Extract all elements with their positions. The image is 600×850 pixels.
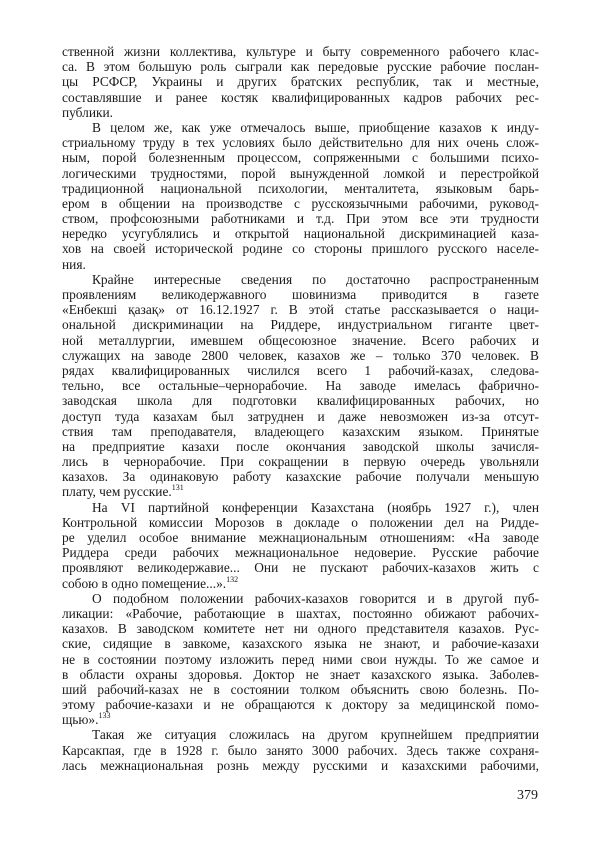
line-text: проявляют великодержавие... Они не пускают рабочих-казахов жить с — [62, 560, 539, 576]
line-text: На VI партийной конференции Казахстана (ноябрь 1927 г.), член — [92, 499, 539, 515]
line-text: Риддера среди рабочих межнациональное недоверие. Русские рабочие — [62, 545, 539, 561]
line-text: Контрольной комиссии Морозов в докладе о положении дел на Ридде- — [62, 514, 539, 530]
paragraph — [62, 500, 539, 591]
text-line — [62, 500, 539, 515]
text-line — [62, 59, 539, 74]
text-line — [62, 181, 539, 196]
line-text: лись в чернорабочие. При сокращении в первую очередь увольняли — [62, 454, 539, 470]
line-text: лась межнациональная рознь между русскими и казахскими рабочими, — [62, 757, 539, 773]
text-line — [62, 697, 539, 712]
page-number: 379 — [517, 788, 538, 803]
line-text: публики. — [62, 104, 114, 120]
text-line — [62, 378, 539, 393]
text-line — [62, 439, 539, 454]
line-text: ональной дискриминации на Риддере, индустриальном гиганте цвет- — [62, 317, 539, 333]
text-line — [62, 333, 539, 348]
line-text: са. В этом большую роль сыграли как передовые русские рабочие послан- — [62, 59, 539, 75]
text-line — [62, 636, 539, 651]
text-line — [62, 74, 539, 89]
line-text: хов на своей исторической родине со стороны пришлого русского населе- — [62, 241, 539, 257]
text-line — [62, 166, 539, 181]
text-line — [62, 302, 539, 317]
text-line — [62, 272, 539, 287]
line-text: рядах квалифицированных числился всего 1 рабочий-казах, следова- — [62, 362, 539, 378]
line-text: плату, чем русские. — [62, 484, 172, 500]
text-line — [62, 257, 539, 272]
text-line — [62, 196, 539, 211]
line-text: казахов. В заводском комитете нет ни одного представителя казахов. Рус- — [62, 621, 539, 637]
text-line — [62, 241, 539, 256]
line-text: казахов. За одинаковую работу казахские рабочие получали меньшую — [62, 469, 539, 485]
text-line — [62, 758, 539, 773]
line-text: ной металлургии, имевшем общесоюзное значение. Всего рабочих и — [62, 332, 539, 348]
text-line — [62, 363, 539, 378]
footnote-marker: 133 — [98, 711, 111, 721]
text-line — [62, 743, 539, 758]
text-line — [62, 591, 539, 606]
line-text: «Енбекші қазақ» от 16.12.1927 г. В этой статье рассказывается о наци- — [62, 302, 539, 318]
line-text: этому рабочие-казахи и не обращаются к доктору за медицинской помо- — [62, 697, 539, 713]
text-line — [62, 621, 539, 636]
line-text: не в состоянии поэтому изложить перед ними свои нужды. То же самое и — [62, 651, 539, 667]
line-text: ером в общении на производстве с русскоязычными рабочими, руковод- — [62, 195, 539, 211]
text-line — [62, 393, 539, 408]
footnote-marker: 132 — [226, 574, 239, 584]
text-line — [62, 469, 539, 484]
text-line — [62, 226, 539, 241]
text-line — [62, 606, 539, 621]
line-text: заводская школа для подготовки квалифицированных рабочих, но — [62, 393, 539, 409]
line-text: собою в одно помещение...». — [62, 575, 227, 591]
footnote-marker: 131 — [171, 483, 184, 493]
text-line — [62, 105, 539, 120]
line-text: щью». — [62, 712, 99, 728]
line-text: служащих на заводе 2800 человек, казахов же – только 370 человек. В — [62, 347, 539, 363]
line-text: В целом же, как уже отмечалось выше, приобщение казахов к инду- — [92, 119, 539, 135]
paragraph — [62, 120, 539, 272]
text-line — [62, 576, 539, 591]
text-line — [62, 150, 539, 165]
paragraph — [62, 272, 539, 500]
line-text: доступ туда казахам был затруднен и даже невозможен из-за отсут- — [62, 408, 539, 424]
line-text: в области охраны здоровья. Доктор не знает казахского языка. Заболев- — [62, 666, 539, 682]
line-text: Такая же ситуация сложилась на другом крупнейшем предприятии — [92, 727, 539, 743]
text-line — [62, 120, 539, 135]
text-line — [62, 44, 539, 59]
text-line — [62, 211, 539, 226]
line-text: проявлениям великодержавного шовинизма приводится в газете — [62, 287, 539, 302]
paragraph — [62, 727, 539, 773]
text-line — [62, 727, 539, 742]
line-text: ным, порой болезненным процессом, сопряженными с большими психо- — [62, 150, 539, 166]
text-line — [62, 484, 539, 499]
paragraph — [62, 591, 539, 728]
line-text: О подобном положении рабочих-казахов говорится и в другой пуб- — [92, 590, 539, 606]
text-line — [62, 667, 539, 682]
line-text: нередко усугублялись и открытой национальной дискриминацией каза- — [62, 226, 539, 242]
text-line — [62, 90, 539, 105]
paragraph — [62, 44, 539, 120]
line-text: ствия там преподавателя, владеющего казахским языком. Принятые — [62, 423, 539, 439]
text-line — [62, 712, 539, 727]
text-line — [62, 348, 539, 363]
line-text: на предприятие казахи после окончания заводской школы зачисля- — [62, 438, 539, 454]
line-text: ственной жизни коллектива, культуре и быту современного рабочего клас- — [62, 44, 539, 59]
line-text: логическими трудностями, порой вынужденной ломкой и перестройкой — [62, 165, 539, 181]
text-line — [62, 135, 539, 150]
text-line — [62, 454, 539, 469]
text-line — [62, 317, 539, 332]
text-line — [62, 424, 539, 439]
text-line — [62, 545, 539, 560]
text-line — [62, 287, 539, 302]
body-text — [62, 44, 539, 773]
line-text: традиционной национальной психологии, менталитета, языковым барь- — [62, 180, 539, 196]
line-text: ликации: «Рабочие, работающие в шахтах, постоянно обижают рабочих- — [62, 605, 539, 621]
text-line — [62, 682, 539, 697]
text-line — [62, 652, 539, 667]
line-text: цы РСФСР, Украины и других братских республик, так и местные, — [62, 74, 539, 90]
line-text: тельно, все остальные–чернорабочие. На заводе имелась фабрично- — [62, 378, 539, 394]
line-text: составлявшие и ранее костяк квалифицированных кадров рабочих рес- — [62, 89, 539, 105]
line-text: ре уделил особое внимание межнациональным отношениям: «На заводе — [62, 530, 539, 545]
text-line — [62, 515, 539, 530]
line-text: ством, профсоюзными работниками и т.д. При этом все эти трудности — [62, 211, 539, 227]
text-line — [62, 530, 539, 545]
text-line — [62, 560, 539, 575]
line-text: Крайне интересные сведения по достаточно распространенным — [92, 271, 539, 287]
text-line — [62, 409, 539, 424]
line-text: стриальному труду в тех условиях было действительно для них очень слож- — [62, 135, 539, 151]
line-text: ские, сидящие в завкоме, казахского языка не знают, и рабочие-казахи — [62, 636, 539, 652]
line-text: ший рабочий-казах не в состоянии толком объяснить свою болезнь. По- — [62, 681, 539, 697]
line-text: ния. — [62, 256, 86, 272]
line-text: Карсакпая, где в 1928 г. было занято 3000 рабочих. Здесь также сохраня- — [62, 742, 539, 758]
